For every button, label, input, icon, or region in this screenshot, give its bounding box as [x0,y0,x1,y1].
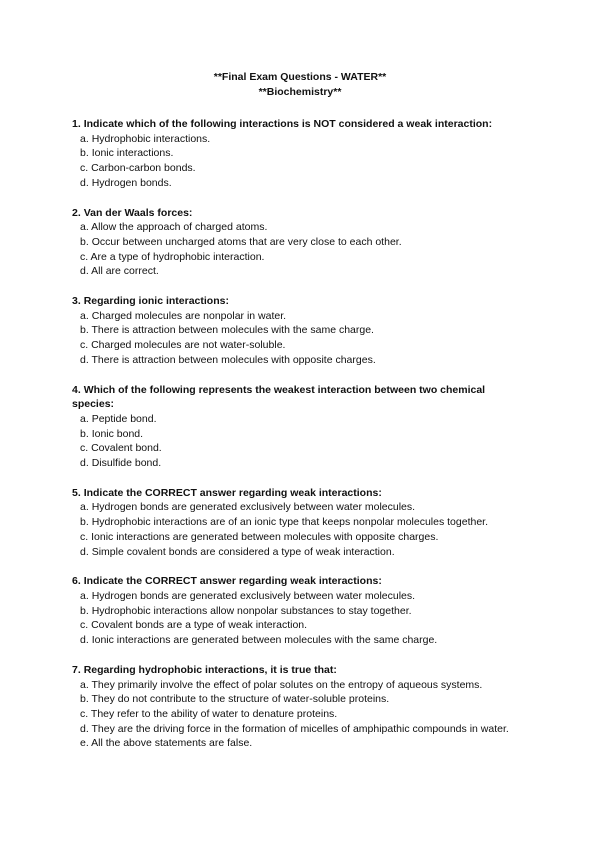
question-number: 4. [72,383,81,396]
option-text: They do not contribute to the structure of water-soluble proteins. [91,693,390,706]
document-page [72,70,528,766]
option-text: Peptide bond. [91,412,157,425]
question-4 [72,383,528,471]
answer-option [72,250,528,265]
option-letter: d. [80,353,89,366]
answer-option [72,692,528,707]
answer-option [72,132,528,147]
question-text [72,117,528,132]
question-prompt: Van der Waals forces: [83,206,193,219]
question-text [72,206,528,221]
option-letter: d. [80,265,89,278]
option-text: All the above statements are false. [91,737,253,750]
answer-option [72,589,528,604]
answer-option [72,338,528,353]
answer-option [72,427,528,442]
answer-option [72,604,528,619]
option-text: There is attraction between molecules with the same charge. [91,324,374,337]
option-letter: c. [80,442,89,455]
option-letter: b. [80,147,89,160]
question-number: 2. [72,206,81,219]
option-letter: c. [80,619,89,632]
answer-option [72,633,528,648]
answer-option [72,220,528,235]
option-text: There is attraction between molecules with opposite charges. [91,353,376,366]
option-text: Hydrophobic interactions are of an ionic type that keeps nonpolar molecules together. [91,516,489,529]
option-letter: c. [80,530,89,543]
answer-option [72,353,528,368]
question-number: 6. [72,575,81,588]
option-text: Charged molecules are not water-soluble. [91,339,286,352]
answer-option [72,161,528,176]
option-letter: b. [80,604,89,617]
title-line-1: **Final Exam Questions - WATER** [213,71,387,83]
question-2 [72,206,528,280]
option-letter: a. [80,412,89,425]
answer-option [72,176,528,191]
option-text: Charged molecules are nonpolar in water. [91,309,287,322]
option-letter: e. [80,737,89,750]
question-6 [72,574,528,648]
question-prompt: Regarding ionic interactions: [83,295,229,308]
option-letter: b. [80,324,89,337]
option-text: Hydrophobic interactions allow nonpolar substances to stay together. [91,604,412,617]
option-text: Hydrogen bonds. [91,176,172,189]
option-text: Allow the approach of charged atoms. [91,221,268,234]
question-prompt: Indicate the CORRECT answer regarding weak interactions: [83,575,382,588]
option-letter: b. [80,235,89,248]
answer-option [72,515,528,530]
option-letter: c. [80,707,89,720]
option-letter: d. [80,545,89,558]
question-prompt: Indicate the CORRECT answer regarding weak interactions: [83,486,382,499]
option-text: Simple covalent bonds are considered a type of weak interaction. [91,545,395,558]
option-text: Ionic bond. [91,427,144,440]
question-prompt: Regarding hydrophobic interactions, it is true that: [83,663,337,676]
answer-option [72,530,528,545]
answer-option [72,323,528,338]
answer-option [72,618,528,633]
question-text [72,383,528,412]
option-letter: b. [80,427,89,440]
answer-option [72,235,528,250]
option-letter: d. [80,722,89,735]
answer-option [72,456,528,471]
option-letter: d. [80,176,89,189]
option-text: Covalent bond. [91,442,162,455]
question-number: 7. [72,663,81,676]
option-text: Hydrogen bonds are generated exclusively between water molecules. [91,501,416,514]
option-letter: b. [80,693,89,706]
answer-option [72,146,528,161]
answer-option [72,412,528,427]
option-text: Are a type of hydrophobic interaction. [90,250,265,263]
option-letter: a. [80,501,89,514]
option-text: Occur between uncharged atoms that are very close to each other. [91,235,402,248]
question-number: 5. [72,486,81,499]
option-letter: b. [80,516,89,529]
option-text: Ionic interactions are generated between molecules with opposite charges. [91,530,439,543]
question-text [72,663,528,678]
option-letter: d. [80,457,89,470]
answer-option [72,678,528,693]
answer-option [72,736,528,751]
question-text [72,574,528,589]
answer-option [72,500,528,515]
question-5 [72,486,528,560]
option-text: All are correct. [91,265,159,278]
question-3 [72,294,528,368]
question-text [72,486,528,501]
question-prompt: Indicate which of the following interactions is NOT considered a weak interaction: [83,118,493,130]
option-text: They are the driving force in the formation of micelles of amphipathic compounds in water. [91,722,509,735]
question-number: 1. [72,118,81,130]
answer-option [72,441,528,456]
option-letter: a. [80,678,89,691]
option-text: They refer to the ability of water to denature proteins. [90,707,338,720]
option-letter: c. [80,339,89,352]
answer-option [72,264,528,279]
question-prompt: Which of the following represents the weakest interaction between two chemical species: [72,383,486,411]
answer-option [72,722,528,737]
question-list [72,117,528,751]
document-title [72,70,528,100]
option-text: Ionic interactions are generated between molecules with the same charge. [91,634,438,647]
option-text: They primarily involve the effect of polar solutes on the entropy of aqueous systems. [91,678,483,691]
answer-option [72,545,528,560]
question-1 [72,117,528,191]
answer-option [72,707,528,722]
option-text: Hydrogen bonds are generated exclusively between water molecules. [91,589,416,602]
title-line-2: **Biochemistry** [258,86,342,98]
option-letter: a. [80,221,89,234]
option-text: Disulfide bond. [91,457,162,470]
option-letter: d. [80,634,89,647]
option-letter: a. [80,309,89,322]
option-text: Ionic interactions. [91,147,174,160]
option-letter: c. [80,162,89,175]
question-text [72,294,528,309]
option-text: Hydrophobic interactions. [91,132,211,145]
question-number: 3. [72,295,81,308]
answer-option [72,309,528,324]
option-letter: c. [80,250,89,263]
option-letter: a. [80,589,89,602]
question-7 [72,663,528,751]
option-text: Carbon-carbon bonds. [91,162,196,175]
option-text: Covalent bonds are a type of weak interaction. [91,619,308,632]
option-letter: a. [80,132,89,145]
